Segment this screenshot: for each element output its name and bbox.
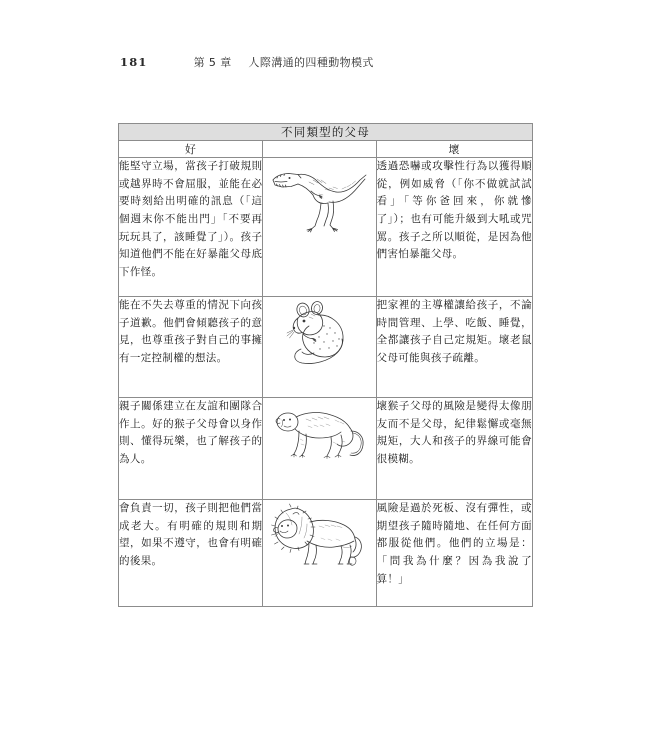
- animal-image-cell: [263, 158, 376, 297]
- column-header-image: [263, 141, 376, 158]
- tyrannosaurus-rex-illustration: [269, 158, 369, 236]
- parent-types-table: [118, 123, 533, 607]
- page-running-head: [0, 52, 650, 72]
- table-header-row: [119, 141, 533, 158]
- bad-behaviour-text: 風險是過於死板、沒有彈性，或期望孩子隨時隨地、在任何方面都服從他們。他們的立場是：「問我為什麼？因為我說了算！」: [376, 502, 532, 585]
- lion-illustration: [271, 500, 367, 568]
- chapter-heading: [194, 54, 374, 70]
- monkey-illustration: [271, 398, 367, 462]
- bad-behaviour-cell: [376, 398, 532, 500]
- table-title-row: [119, 124, 533, 141]
- animal-image-cell: [263, 297, 376, 398]
- chapter-label: 第 5 章: [193, 56, 232, 69]
- bad-behaviour-cell: [376, 500, 532, 607]
- good-behaviour-text: 會負責一切，孩子則把他們當成老大。有明確的規則和期望，如果不遵守，也會有明確的後果。: [119, 502, 263, 567]
- good-behaviour-text: 能在不失去尊重的情況下向孩子道歉。他們會傾聽孩子的意見，也尊重孩子對自己的事擁有一定控制權的想法。: [119, 299, 263, 364]
- column-header-good: 好: [119, 141, 263, 158]
- table-row: [119, 500, 533, 607]
- animal-image-cell: [263, 398, 376, 500]
- good-behaviour-cell: [119, 158, 263, 297]
- table-title: 不同類型的父母: [119, 124, 533, 141]
- mouse-illustration: [281, 297, 357, 365]
- table-row: [119, 158, 533, 297]
- column-header-bad: 壞: [376, 141, 532, 158]
- chapter-title: 人際溝通的四種動物模式: [248, 56, 374, 69]
- page-number: 181: [120, 55, 148, 69]
- table-row: [119, 398, 533, 500]
- animal-image-cell: [263, 500, 376, 607]
- bad-behaviour-cell: [376, 297, 532, 398]
- good-behaviour-text: 能堅守立場，當孩子打破規則或越界時不會屈服，並能在必要時刻給出明確的訊息（「這個週末你不能出門」「不要再玩玩具了，該睡覺了」）。孩子知道他們不能在好暴龍父母底下作怪。: [119, 160, 263, 278]
- bad-behaviour-text: 壞猴子父母的風險是變得太像朋友而不是父母，紀律鬆懈或毫無規矩，大人和孩子的界線可能會很模糊。: [376, 400, 532, 465]
- bad-behaviour-cell: [376, 158, 532, 297]
- good-behaviour-cell: [119, 500, 263, 607]
- bad-behaviour-text: 透過恐嚇或攻擊性行為以獲得順從，例如威脅（「你不做就試試看」「等你爸回來，你就慘了」）；也有可能升級到大吼或咒罵。孩子之所以順從，是因為他們害怕暴龍父母。: [376, 160, 532, 261]
- bad-behaviour-text: 把家裡的主導權讓給孩子，不論時間管理、上學、吃飯、睡覺，全都讓孩子自己定規矩。壞老鼠父母可能與孩子疏離。: [376, 299, 532, 364]
- parent-types-table-container: [118, 123, 533, 607]
- table-row: [119, 297, 533, 398]
- good-behaviour-cell: [119, 398, 263, 500]
- good-behaviour-cell: [119, 297, 263, 398]
- good-behaviour-text: 親子關係建立在友誼和團隊合作上。好的猴子父母會以身作則、懂得玩樂，也了解孩子的為人。: [119, 400, 263, 465]
